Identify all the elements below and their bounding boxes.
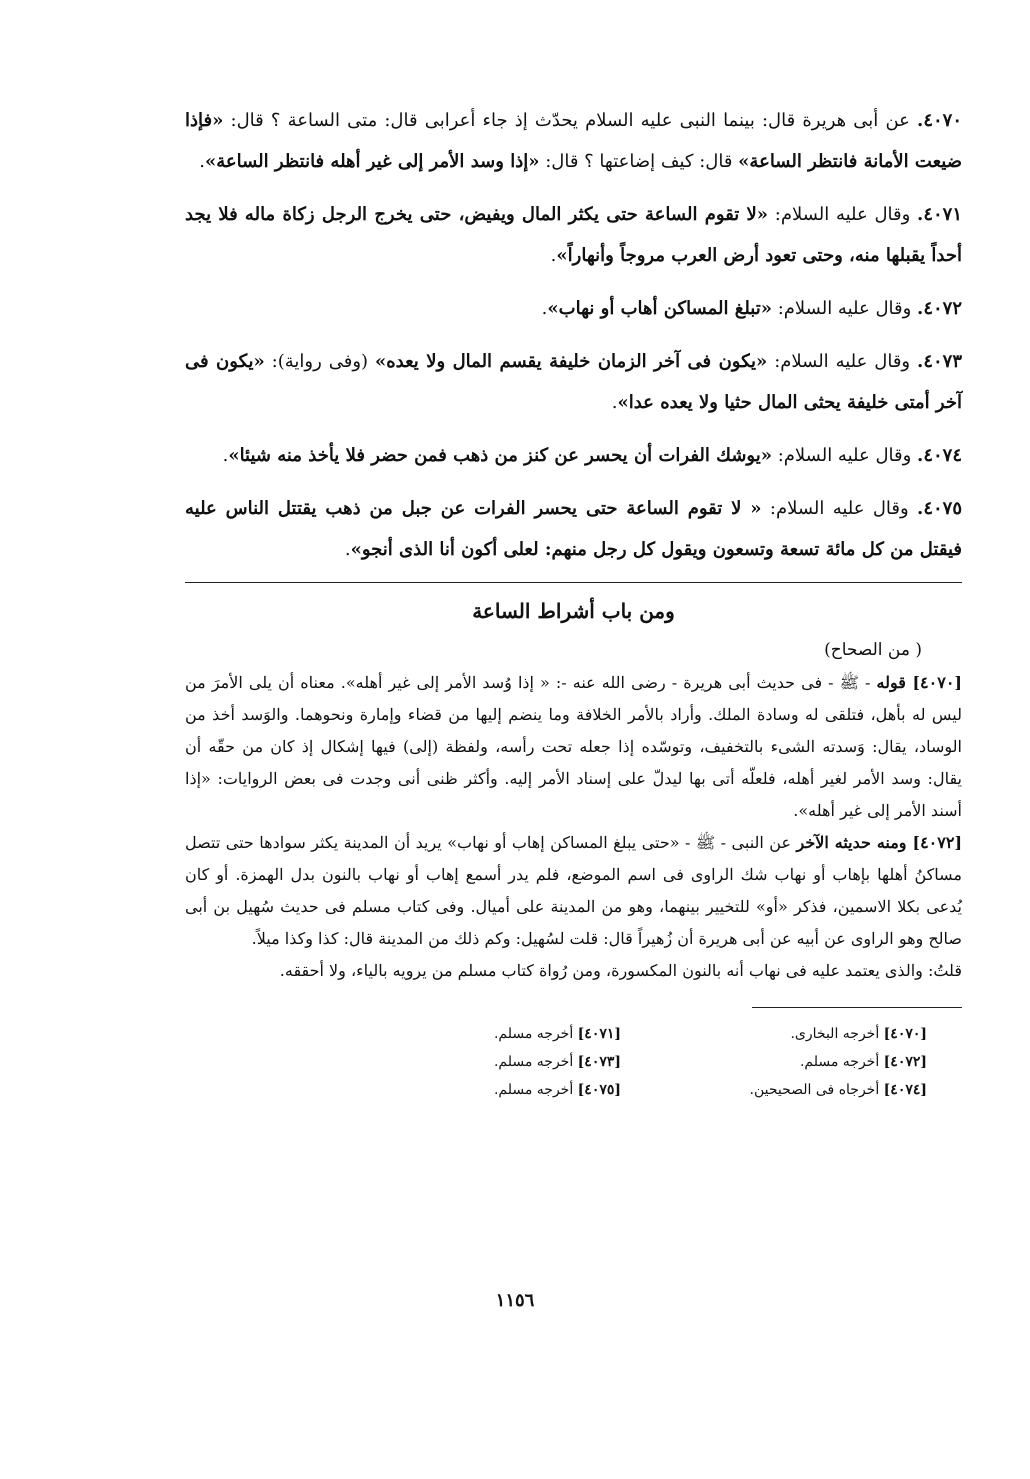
hadith-quote: «يكون فى آخر أمتى خليفة يحثى المال حثيا ولا يعده عدا» bbox=[185, 351, 962, 413]
commentary-text: قلتُ: والذى يعتمد عليه فى نهاب أنه بالنون المكسورة، ومن رُواة كتاب مسلم من يرويه بالياء، ولا أحققه. bbox=[279, 961, 962, 980]
hadith-number: ٤٠٧٣. bbox=[917, 351, 962, 372]
hadith-quote: «إذا وسد الأمر إلى غير أهله فانتظر الساعة» bbox=[205, 151, 540, 172]
hadith-quote: «يوشك الفرات أن يحسر عن كنز من ذهب فمن حضر فلا يأخذ منه شيئا» bbox=[228, 445, 772, 466]
commentary-ref: [٤٠٧٢] ومنه حديثه الآخر bbox=[796, 833, 963, 852]
footnote-text: أخرجه مسلم. bbox=[799, 1054, 884, 1070]
hadith-text: (وفى رواية): bbox=[264, 351, 375, 372]
footnote-list bbox=[185, 1020, 962, 1104]
hadith-text: وقال عليه السلام: bbox=[761, 498, 909, 519]
footnote-text: أخرجه البخارى. bbox=[790, 1026, 884, 1042]
hadith-quote: «تبلغ المساكن أهاب أو نهاب» bbox=[547, 298, 772, 319]
hadith-text: وقال عليه السلام: bbox=[772, 445, 912, 466]
hadith-text: . bbox=[222, 445, 229, 466]
hadith-text: قال: كيف إضاعتها ؟ قال: bbox=[539, 151, 739, 172]
hadith-paragraph bbox=[185, 488, 962, 570]
hadith-paragraph bbox=[185, 435, 962, 476]
hadith-paragraph bbox=[185, 341, 962, 423]
hadith-text: . bbox=[199, 151, 205, 172]
footnote-ref: [٤٠٧٣] bbox=[577, 1054, 621, 1070]
footnote-divider bbox=[752, 1007, 962, 1008]
hadith-quote: « لا تقوم الساعة حتى يحسر الفرات عن جبل من ذهب يقتتل الناس عليه فيقتل من كل مائة تسعة وتسعون ويقول كل رجل منهم: لعلى أكون أنا الذى أنجو» bbox=[185, 498, 962, 560]
hadith-paragraph bbox=[185, 288, 962, 329]
footnote-ref: [٤٠٧٥] bbox=[577, 1082, 621, 1098]
commentary-paragraph bbox=[185, 955, 962, 987]
hadith-text: عن أبى هريرة قال: بينما النبى عليه السلام يحدّث إذ جاء أعرابى قال: متى الساعة ؟ قال: bbox=[223, 110, 910, 131]
hadith-paragraph bbox=[185, 194, 962, 276]
footnote-ref: [٤٠٧٠] bbox=[883, 1026, 927, 1042]
footnote-text: أخرجه مسلم. bbox=[493, 1054, 578, 1070]
hadith-number: ٤٠٧٢. bbox=[917, 298, 962, 319]
hadith-number: ٤٠٧٠. bbox=[917, 110, 962, 131]
commentary-text: - ﷺ - فى حديث أبى هريرة - رضى الله عنه -: « إذا وُسد الأمر إلى غير أهله». معناه أن يلى الأمرَ من ليس له بأهل، فتلقى له وسادة الملك. وأراد بالأمر الخلافة وما ينضم إليها من قضاء وإمارة ونحوهما. والوَسد أخذ من الوساد، يقال: وَسدته الشىء بالتخفيف، وتوسّده إذا جعله تحت رأسه، ولفظة (إلى) فيها إشكال إذ كان من حقّه أن يقال: وسد الأمر لغير أهله، فلعلّه أتى بها ليدلّ على إسناد الأمر إليه. وأكثر ظنى أنى وجدت فى بعض الروايات: «إذا أسند الأمر إلى غير أهله». bbox=[185, 673, 962, 820]
hadith-text: . bbox=[550, 245, 557, 266]
hadith-quote: «لا تقوم الساعة حتى يكثر المال ويفيض، حتى يخرج الرجل زكاة ماله فلا يجد أحداً يقبلها منه، وحتى تعود أرض العرب مروجاً وأنهاراً» bbox=[185, 204, 962, 266]
hadith-paragraph bbox=[185, 100, 962, 182]
hadith-text: وقال عليه السلام: bbox=[772, 298, 912, 319]
footnote-item bbox=[335, 1076, 621, 1104]
footnote-ref: [٤٠٧٢] bbox=[883, 1054, 927, 1070]
page-number: ١١٥٦ bbox=[495, 1290, 535, 1311]
section-divider bbox=[185, 582, 962, 583]
footnote-item bbox=[641, 1076, 927, 1104]
footnote-item bbox=[641, 1048, 927, 1076]
footnote-ref: [٤٠٧٤] bbox=[883, 1082, 927, 1098]
footnote-item bbox=[335, 1020, 621, 1048]
hadith-number: ٤٠٧٤. bbox=[917, 445, 962, 466]
hadith-list bbox=[185, 100, 962, 570]
hadith-text: . bbox=[611, 392, 618, 413]
footnote-item bbox=[335, 1048, 621, 1076]
commentary-text: عن النبى - ﷺ - «حتى يبلغ المساكن إهاب أو نهاب» يريد أن المدينة يكثر سوادها حتى تتصل مساكنُ أهلها بإهاب أو نهاب شك الراوى فى اسم الموضع، فلم يدر أسمع إهاب أو نهاب بالنون بدل الهمزة. أو كان يُدعى بكلا الاسمين، فذكر «أو» للتخيير بينهما، وهو من المدينة على أميال. وفى كتاب مسلم فى حديث سُهيل بن أبى صالح وهو الراوى عن أبيه عن أبى هريرة أن زُهيراً قال: قلت لسُهيل: وكم ذلك من المدينة قال: كذا وكذا ميلاً. bbox=[185, 833, 962, 948]
commentary-paragraph bbox=[185, 827, 962, 955]
section-title: ومن باب أشراط الساعة bbox=[472, 599, 675, 623]
hadith-number: ٤٠٧٥. bbox=[917, 498, 962, 519]
hadith-text: وقال عليه السلام: bbox=[767, 351, 911, 372]
footnote-text: أخرجه مسلم. bbox=[493, 1026, 578, 1042]
hadith-text: . bbox=[541, 298, 548, 319]
hadith-quote: «يكون فى آخر الزمان خليفة يقسم المال ولا يعده» bbox=[374, 351, 768, 372]
hadith-quote: «فإذا ضيعت الأمانة فانتظر الساعة» bbox=[185, 110, 962, 172]
commentary-ref: [٤٠٧٠] قوله bbox=[876, 673, 962, 692]
footnote-item bbox=[641, 1020, 927, 1048]
footnote-text: أخرجه مسلم. bbox=[493, 1082, 578, 1098]
commentary-list bbox=[185, 667, 962, 987]
footnote-ref: [٤٠٧١] bbox=[577, 1026, 621, 1042]
page-content bbox=[185, 100, 962, 1104]
source-label: ( من الصحاح) bbox=[824, 640, 922, 660]
hadith-text: وقال عليه السلام: bbox=[768, 204, 911, 225]
footnote-text: أخرجاه فى الصحيحين. bbox=[749, 1082, 884, 1098]
hadith-number: ٤٠٧١. bbox=[917, 204, 962, 225]
hadith-text: . bbox=[344, 539, 351, 560]
commentary-paragraph bbox=[185, 667, 962, 827]
